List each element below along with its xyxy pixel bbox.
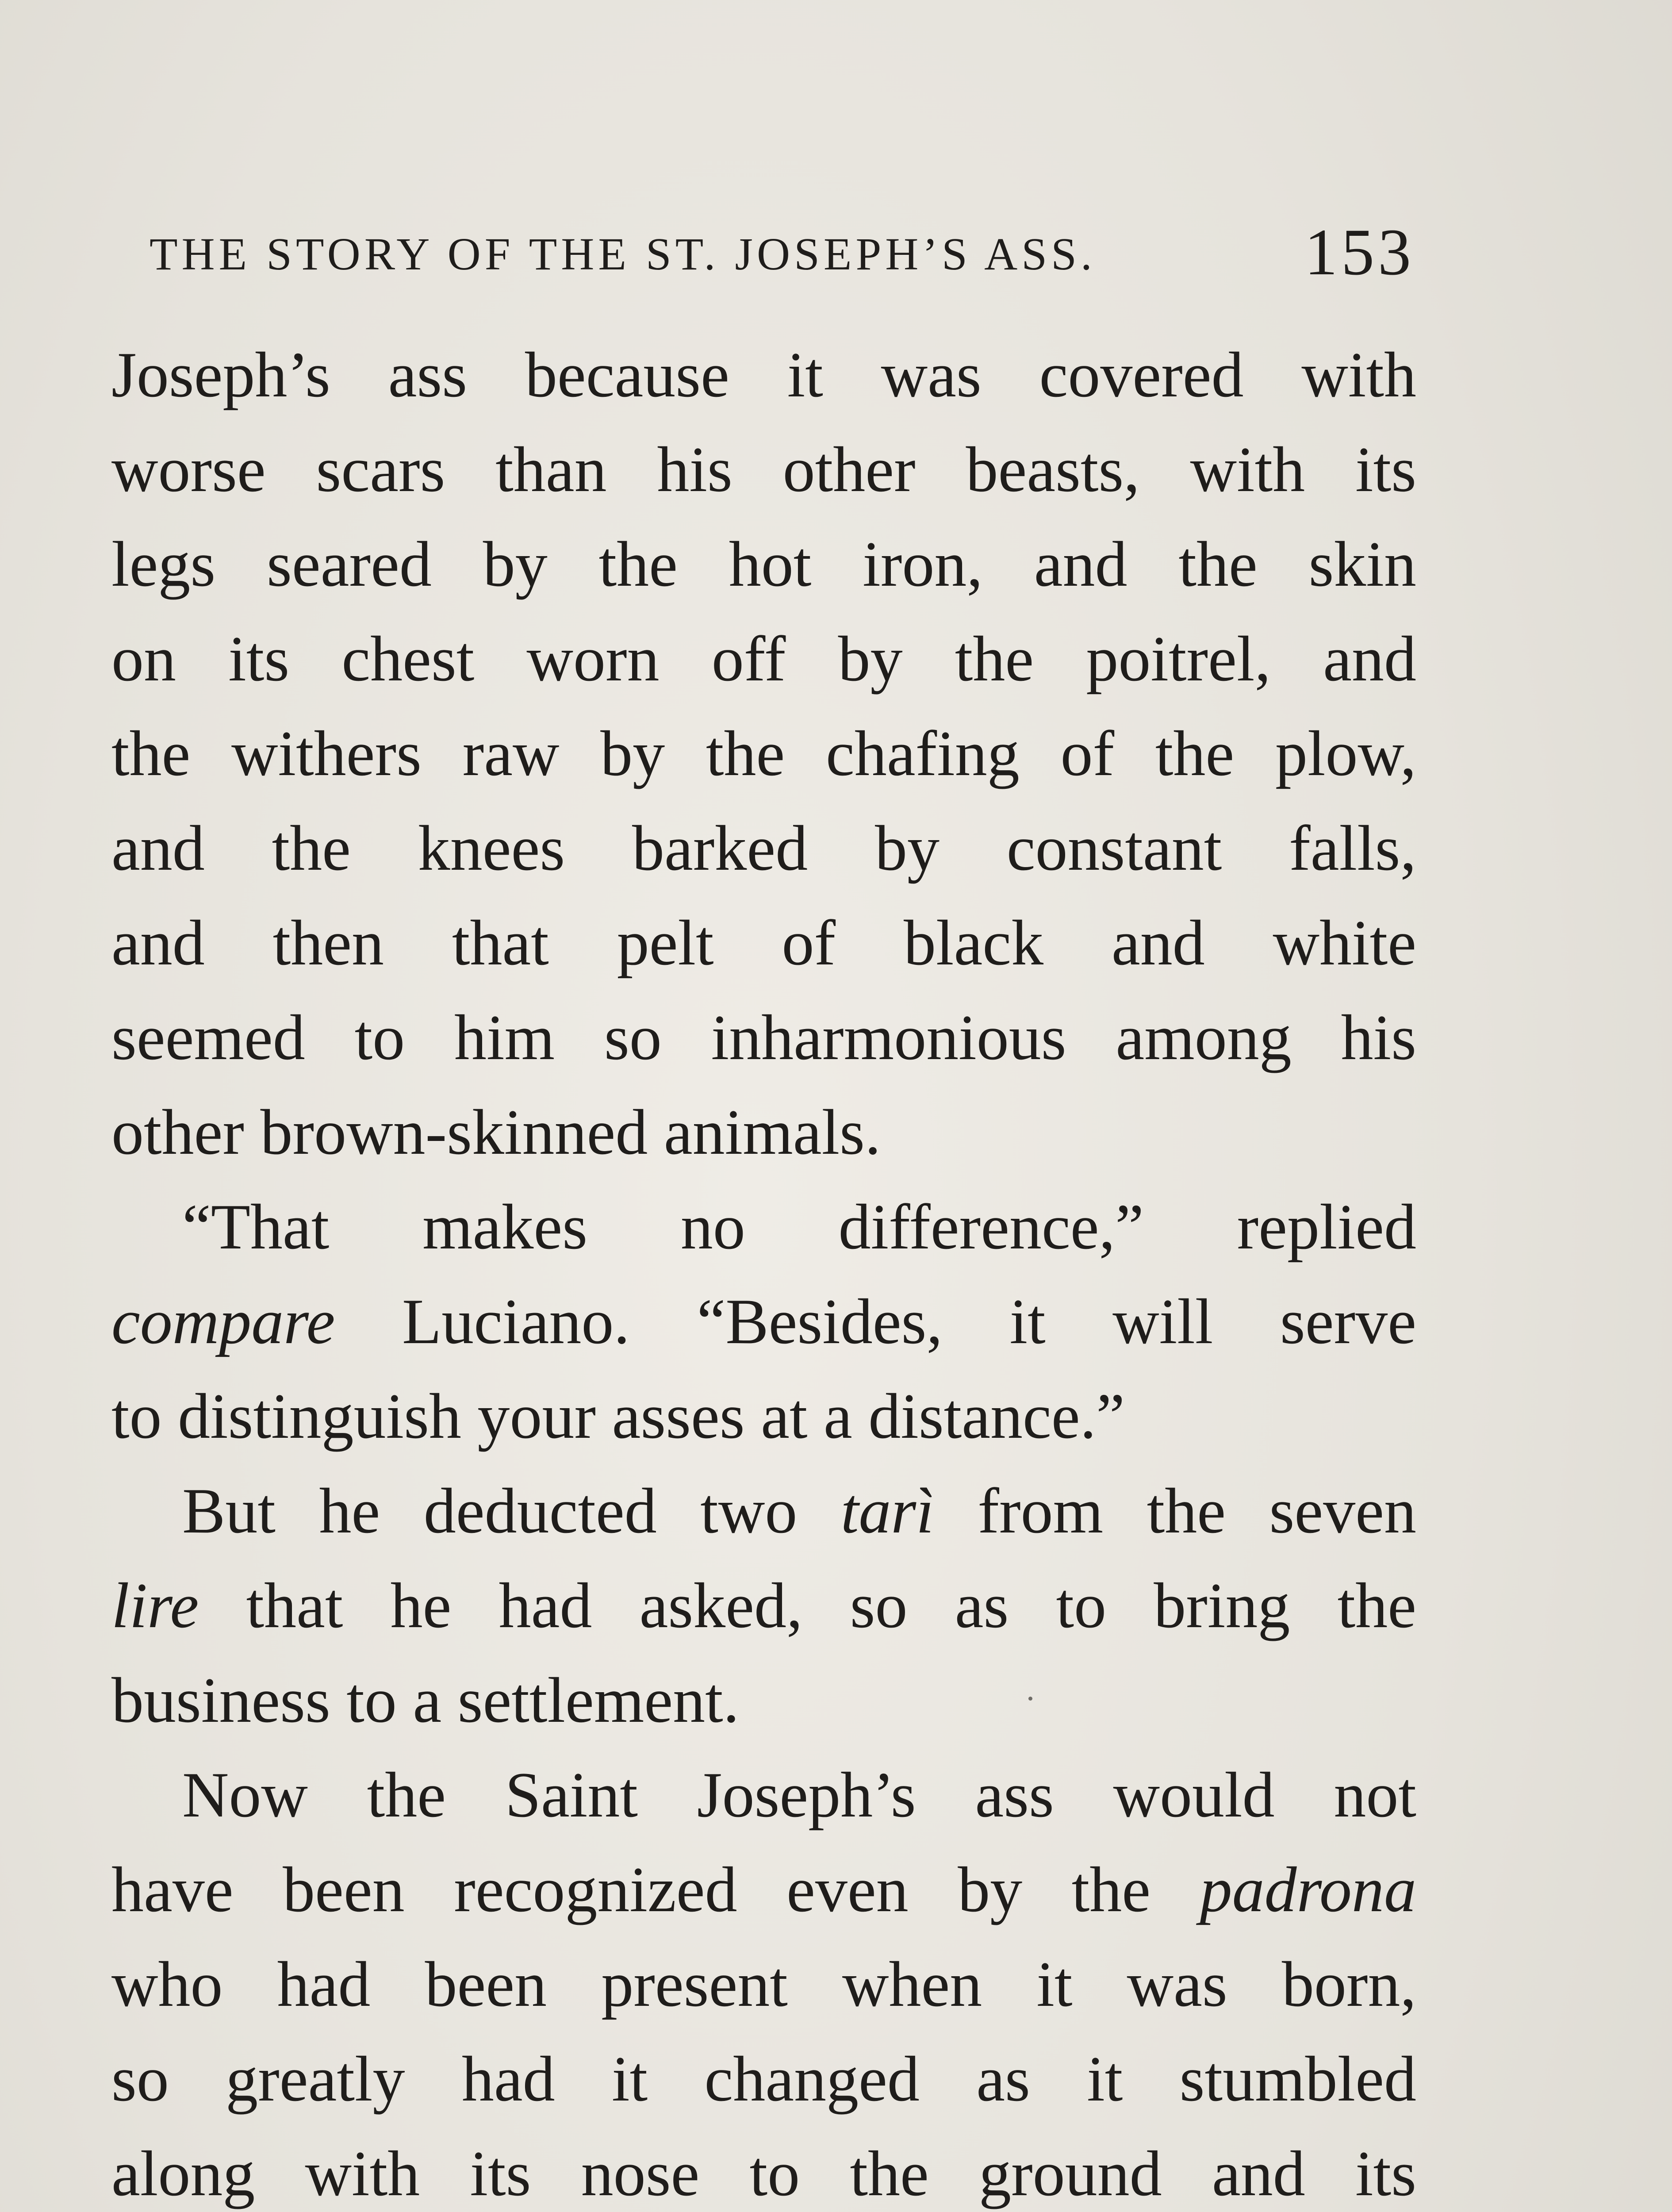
text-line: who had been present when it was born,: [111, 1948, 1416, 2020]
text-line: Now the Saint Joseph’s ass would not: [182, 1759, 1416, 1831]
text-line: the withers raw by the chafing of the plow,: [111, 718, 1416, 789]
italic-word: tarì: [840, 1475, 934, 1547]
text-line: compare Luciano. “Besides, it will serve: [111, 1286, 1416, 1357]
text-line: along with its nose to the ground and its: [111, 2138, 1416, 2209]
italic-word: compare: [111, 1286, 335, 1357]
text-line: have been recognized even by the padrona: [111, 1854, 1416, 1925]
text-line: and the knees barked by constant falls,: [111, 812, 1416, 884]
text-line: other brown-skinned animals.: [111, 1096, 881, 1168]
text-line: Joseph’s ass because it was covered with: [111, 339, 1416, 411]
text-line: seemed to him so inharmonious among his: [111, 1002, 1416, 1073]
text-line: to distinguish your asses at a distance.”: [111, 1380, 1125, 1452]
text-line: But he deducted two tarì from the seven: [182, 1475, 1417, 1547]
text-line: legs seared by the hot iron, and the skin: [111, 528, 1416, 600]
body-text: [111, 327, 1416, 2212]
text-line: so greatly had it changed as it stumbled: [111, 2043, 1416, 2115]
text-line: on its chest worn off by the poitrel, and: [111, 623, 1416, 695]
page-number: 153: [1304, 215, 1415, 289]
text-line: and then that pelt of black and white: [111, 907, 1416, 979]
italic-word: padrona: [1200, 1854, 1416, 1925]
italic-word: lire: [111, 1570, 199, 1641]
running-title: THE STORY OF THE ST. JOSEPH’S ASS.: [150, 229, 1096, 280]
text-line: “That makes no difference,” replied: [182, 1191, 1416, 1263]
text-line: lire that he had asked, so as to bring the: [111, 1570, 1416, 1641]
ink-speck: [1028, 1697, 1032, 1701]
text-line: business to a settlement.: [111, 1664, 740, 1736]
text-line: worse scars than his other beasts, with its: [111, 434, 1416, 505]
running-head: [114, 208, 1415, 296]
